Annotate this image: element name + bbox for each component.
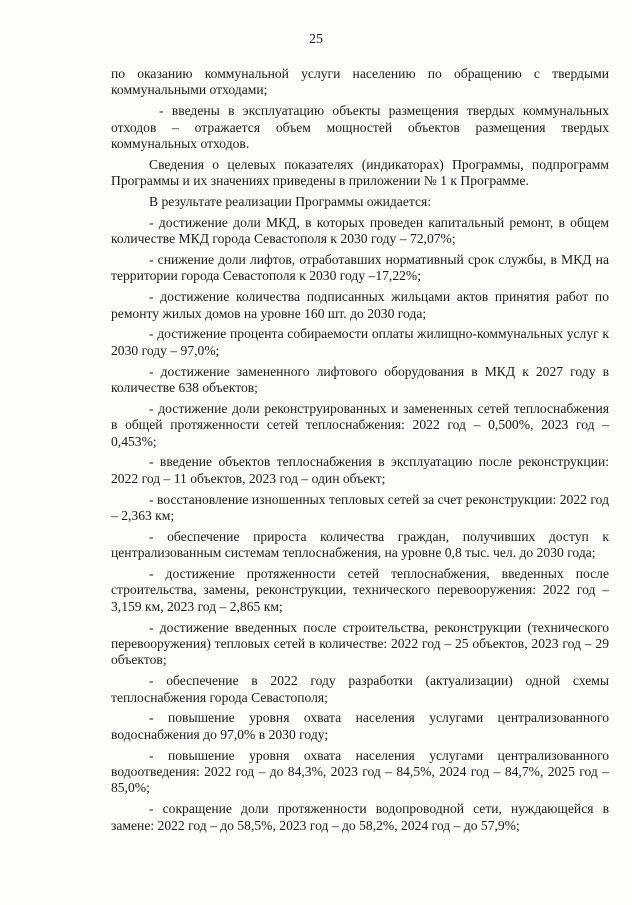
list-item: - достижение доли реконструированных и замененных сетей теплоснабжения в общей протяженности сетей теплоснабжения: 2022 год – 0,500%, 2023 год – 0,453%; — [111, 400, 609, 449]
list-item: - достижение введенных после строительства, реконструкции (технического перевооружения) тепловых сетей в количестве: 2022 год – 25 объектов, 2023 год – 29 объектов; — [111, 619, 609, 668]
paragraph: - введены в эксплуатацию объекты размещения твердых коммунальных отходов – отражается объем мощностей объектов размещения твердых коммунальных отходов. — [111, 103, 609, 152]
list-item: - восстановление изношенных тепловых сетей за счет реконструкции: 2022 год – 2,363 км; — [111, 491, 609, 524]
paragraph: В результате реализации Программы ожидается: — [149, 194, 432, 210]
list-item: - введение объектов теплоснабжения в эксплуатацию после реконструкции: 2022 год – 11 объектов, 2023 год – один объект; — [111, 454, 609, 486]
list-item: - достижение протяженности сетей теплоснабжения, введенных после строительства, замены, реконструкции, технического перевооружения: 2022 год – 3,159 км, 2023 год – 2,865 км; — [111, 566, 609, 614]
document-body — [111, 66, 609, 838]
list-item: - снижение доли лифтов, отработавших нормативный срок службы, в МКД на территории города Севастополя к 2030 году –17,22%; — [111, 252, 609, 284]
list-item: - достижение замененного лифтового оборудования в МКД к 2027 году в количестве 638 объектов; — [111, 363, 609, 396]
list-item: - сокращение доли протяженности водопроводной сети, нуждающейся в замене: 2022 год – до 58,5%, 2023 год – до 58,2%, 2024 год – до 57,9%; — [111, 801, 609, 833]
list-item: - достижение количества подписанных жильцами актов принятия работ по ремонту жилых домов на уровне 160 шт. до 2030 года; — [111, 289, 609, 321]
paragraph: по оказанию коммунальной услуги населению по обращению с твердыми коммунальными отходами; — [111, 66, 609, 98]
paragraph: Сведения о целевых показателях (индикаторах) Программы, подпрограмм Программы и их значениях приведены в приложении № 1 к Программе. — [111, 156, 609, 189]
list-item: - повышение уровня охвата населения услугами централизованного водоснабжения до 97,0% в 2030 году; — [111, 710, 609, 742]
list-item: - повышение уровня охвата населения услугами централизованного водоотведения: 2022 год – до 84,3%, 2023 год – 84,5%, 2024 год – 84,7%, 2025 год – 85,0%; — [111, 747, 609, 796]
list-item: - обеспечение прироста количества граждан, получивших доступ к централизованным системам теплоснабжения, на уровне 0,8 тыс. чел. до 2030 года; — [111, 528, 609, 561]
list-item: - достижение доли МКД, в которых проведен капитальный ремонт, в общем количестве МКД города Севастополя к 2030 году – 72,07%; — [111, 214, 609, 247]
list-item: - обеспечение в 2022 году разработки (актуализации) одной схемы теплоснабжения города Севастополя; — [111, 673, 609, 705]
page-number: 25 — [309, 32, 323, 47]
list-item: - достижение процента собираемости оплаты жилищно-коммунальных услуг к 2030 году – 97,0%; — [111, 326, 609, 358]
